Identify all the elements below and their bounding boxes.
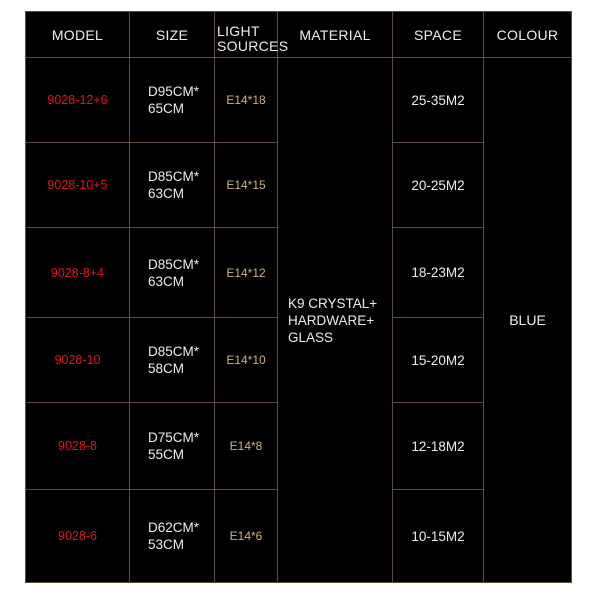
row-2-model: 9028-10+5 [25,143,130,228]
header-size: SIZE [130,11,215,58]
row-1-model: 9028-12+6 [25,58,130,143]
row-1-size [130,58,215,143]
header-light-line2: SOURCES [217,38,289,54]
row-2-size-line1: D85CM* [148,169,200,184]
row-5-space: 12-18M2 [393,403,484,490]
row-3-size-line2: 63CM [148,273,185,289]
row-3-space: 18-23M2 [393,228,484,318]
row-4-light-sources: E14*10 [215,318,278,403]
row-2-light-sources: E14*15 [215,143,278,228]
spec-table [25,11,572,583]
material-cell [278,58,393,583]
row-1-space: 25-35M2 [393,58,484,143]
row-5-model: 9028-8 [25,403,130,490]
material-line1: K9 CRYSTAL+ [288,295,378,311]
header-light-sources [215,11,289,58]
row-3-size-line1: D85CM* [148,256,200,272]
header-light-line1: LIGHT [217,23,260,39]
row-6-size [130,490,215,583]
row-5-light-sources: E14*8 [215,403,278,490]
row-5-size [130,403,215,490]
row-4-space: 15-20M2 [393,318,484,403]
material-line2: HARDWARE+ [288,312,375,328]
row-4-size [130,318,215,403]
row-6-space: 10-15M2 [393,490,484,583]
row-1-size-line2: 65CM [148,101,185,116]
header-space: SPACE [393,11,484,58]
row-2-space: 20-25M2 [393,143,484,228]
row-4-size-line1: D85CM* [148,344,200,359]
row-3-light-sources: E14*12 [215,228,278,318]
row-1-light-sources: E14*18 [215,58,278,143]
row-6-light-sources: E14*6 [215,490,278,583]
header-colour: COLOUR [484,11,572,58]
row-2-size [130,143,215,228]
row-5-size-line1: D75CM* [148,430,200,445]
header-model: MODEL [25,11,130,58]
row-1-size-line1: D95CM* [148,84,200,99]
material-line3: GLASS [288,329,334,345]
row-3-model: 9028-8+4 [25,228,130,318]
header-material: MATERIAL [278,11,393,58]
row-6-size-line1: D62CM* [148,520,200,535]
colour-cell: BLUE [484,58,572,583]
row-6-size-line2: 53CM [148,537,185,552]
row-4-model: 9028-10 [25,318,130,403]
row-6-model: 9028-6 [25,490,130,583]
row-3-size [130,228,215,318]
row-5-size-line2: 55CM [148,447,185,462]
row-4-size-line2: 58CM [148,361,185,376]
row-2-size-line2: 63CM [148,186,185,201]
